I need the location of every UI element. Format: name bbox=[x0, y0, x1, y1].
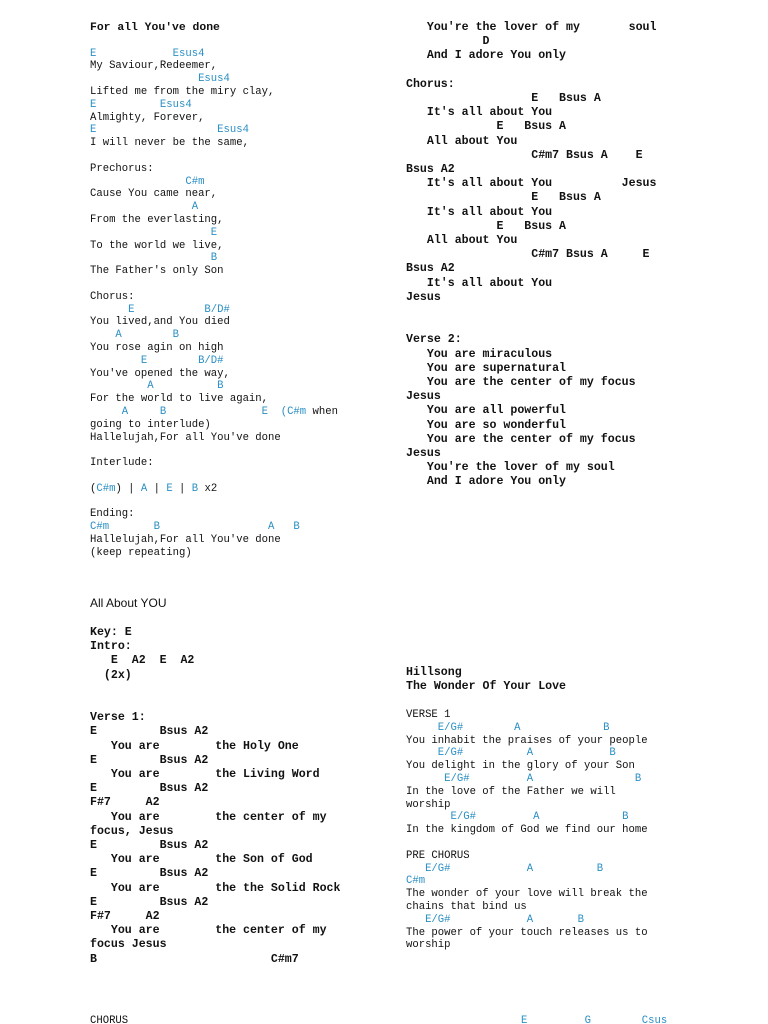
chord-line: E Bsus A2 bbox=[90, 782, 209, 796]
lyric-line: You're the lover of my soul bbox=[406, 461, 615, 475]
lyric-line: For the world to live again, bbox=[90, 393, 269, 406]
lyric-line: (keep repeating) bbox=[90, 546, 192, 559]
lyric-line: Jesus bbox=[406, 290, 441, 304]
chord-line: A B E ( bbox=[90, 405, 288, 418]
lyric-line: All about You bbox=[406, 234, 518, 248]
song-title: For all You've done bbox=[90, 22, 220, 34]
chord-line: E Bsus A bbox=[406, 191, 601, 205]
chord-line: E/G# A B bbox=[406, 811, 629, 824]
chord-line: B C#m7 bbox=[90, 952, 299, 966]
song-all-about-you-continued bbox=[406, 21, 656, 490]
chord-line: E/G# A B bbox=[406, 862, 604, 875]
lyric-fragment: when bbox=[306, 405, 338, 418]
lyric-line: The wonder of your love will break the bbox=[406, 888, 648, 901]
lyric-line: chains that bind us bbox=[406, 900, 527, 913]
section-label-intro: Intro: bbox=[90, 640, 132, 654]
lyric-line: In the kingdom of God we find our home bbox=[406, 824, 648, 837]
chord-line: E Bsus A bbox=[406, 219, 567, 233]
lyric-line: You are the center of my bbox=[90, 924, 327, 938]
chord-line: E Bsus A2 bbox=[90, 895, 209, 909]
section-label-chorus: Chorus: bbox=[90, 290, 135, 303]
chord-line: C#m bbox=[406, 875, 426, 888]
lyric-line: The power of your touch releases us to bbox=[406, 926, 648, 939]
chord-line: E Bsus A bbox=[406, 120, 567, 134]
lyric-line: In the love of the Father we will bbox=[406, 785, 616, 798]
chord-line: E Bsus A bbox=[406, 92, 601, 105]
chord-line: E/G# A B bbox=[406, 747, 616, 760]
chord-line: C#m B A B bbox=[90, 521, 300, 534]
lyric-line: focus Jesus bbox=[90, 938, 167, 952]
chord-line: E Bsus A2 bbox=[90, 839, 209, 853]
lyric-line: You rose agin on high bbox=[90, 341, 224, 354]
lyric-line: I will never be the same, bbox=[90, 137, 249, 150]
chord-line: E Bsus A2 bbox=[90, 725, 209, 739]
chord-line: E bbox=[90, 226, 218, 239]
lyric-line: From the everlasting, bbox=[90, 213, 224, 226]
lyric-line: The Father's only Son bbox=[90, 265, 224, 278]
section-label-ending: Ending: bbox=[90, 508, 135, 521]
lyric-line: You are the center of my focus bbox=[406, 376, 636, 390]
key-line: Key: E bbox=[90, 626, 132, 639]
chord-line: C#m bbox=[90, 175, 205, 188]
chord-name: B bbox=[191, 482, 199, 495]
lyric-line: Almighty, Forever, bbox=[90, 111, 205, 124]
chord-line: A B bbox=[90, 329, 180, 342]
lyric-line: You are the center of my bbox=[90, 810, 327, 824]
lyric-line: My Saviour,Redeemer, bbox=[90, 60, 218, 73]
chord-line: E Bsus A2 bbox=[90, 867, 209, 881]
chord-line: E/G# A B bbox=[406, 913, 585, 926]
chord-line: B bbox=[90, 252, 218, 265]
chord-line: E Esus4 bbox=[90, 47, 205, 60]
lyric-line: Hallelujah,For all You've done bbox=[90, 431, 281, 444]
lyric-line: worship bbox=[406, 939, 451, 952]
section-label-interlude: Interlude: bbox=[90, 457, 154, 470]
separator: | bbox=[172, 482, 192, 495]
artist-name: Hillsong bbox=[406, 666, 462, 679]
lyric-line: And I adore You only bbox=[406, 49, 567, 63]
section-label-chorus: Chorus: bbox=[406, 77, 455, 91]
repeat-mark: x2 bbox=[198, 482, 218, 495]
lyric-line: Hallelujah,For all You've done bbox=[90, 533, 281, 546]
lyric-line: All about You bbox=[406, 134, 518, 148]
lyric-line: worship bbox=[406, 798, 451, 811]
chord-line-bottom: E G Csus bbox=[521, 1015, 668, 1024]
chord-line: A B bbox=[90, 380, 224, 393]
lyric-line: And I adore You only bbox=[406, 475, 567, 489]
lyric-line: It's all about You bbox=[406, 276, 553, 290]
chord-line: Bsus A2 bbox=[406, 163, 455, 177]
lyric-line: It's all about You bbox=[406, 205, 553, 219]
lyric-line: You are miraculous bbox=[406, 347, 553, 361]
chord-name: A bbox=[140, 482, 148, 495]
lyric-line: focus, Jesus bbox=[90, 824, 174, 838]
chord-line: E/G# A B bbox=[406, 721, 610, 734]
lyric-line: You are the Holy One bbox=[90, 739, 299, 753]
section-label-verse-1: Verse 1: bbox=[90, 711, 146, 725]
section-label-verse-2: Verse 2: bbox=[406, 333, 462, 347]
chord-line: C#m7 Bsus A E bbox=[406, 148, 643, 162]
lyric-line: You delight in the glory of your Son bbox=[406, 760, 635, 773]
lyric-line: Lifted me from the miry clay, bbox=[90, 85, 275, 98]
chord-line: F#7 A2 bbox=[90, 796, 160, 810]
lyric-line: It's all about You bbox=[406, 106, 553, 120]
song-title: The Wonder Of Your Love bbox=[406, 680, 567, 694]
chord-name: C#m bbox=[96, 482, 116, 495]
chord-line: Bsus A2 bbox=[406, 262, 455, 276]
song-the-wonder-of-your-love bbox=[406, 709, 648, 952]
chord-line: E Bsus A2 bbox=[90, 753, 209, 767]
section-label-prechorus: Prechorus: bbox=[90, 162, 154, 175]
chord-line: A bbox=[90, 201, 199, 214]
chord-line: E Esus4 bbox=[90, 98, 192, 111]
song-all-about-you bbox=[90, 626, 340, 967]
lyric-line: Jesus bbox=[406, 447, 441, 461]
chord-line: F#7 A2 bbox=[90, 910, 160, 924]
separator: | bbox=[147, 482, 167, 495]
lyric-line: You are the center of my focus bbox=[406, 432, 636, 446]
lyric-line: You are all powerful bbox=[406, 404, 567, 418]
lyric-line: You are the Living Word bbox=[90, 768, 320, 781]
chord-line: D bbox=[406, 35, 490, 49]
chord-line: E B/D# bbox=[90, 303, 230, 316]
lyric-line: Jesus bbox=[406, 390, 441, 404]
lyric-line: going to interlude) bbox=[90, 418, 211, 431]
chord-name: E bbox=[166, 482, 173, 495]
section-label-chorus-bottom: CHORUS bbox=[90, 1015, 129, 1024]
chord-name: C#m bbox=[287, 405, 307, 418]
repeat-mark: (2x) bbox=[90, 668, 132, 682]
chord-line: C#m7 Bsus A E bbox=[406, 248, 650, 262]
chord-line: Esus4 bbox=[90, 73, 230, 86]
song-heading: All About YOU bbox=[90, 596, 167, 610]
punctuation: ( bbox=[90, 482, 97, 495]
lyric-line: You lived,and You died bbox=[90, 316, 230, 329]
lyric-line: You're the lover of my soul bbox=[406, 21, 657, 34]
chord-line: E Esus4 bbox=[90, 124, 249, 137]
lyric-line: You are so wonderful bbox=[406, 418, 567, 432]
song-wonder-title-block bbox=[406, 666, 566, 694]
section-label-pre-chorus: PRE CHORUS bbox=[406, 849, 470, 862]
chord-line: E/G# A B bbox=[406, 772, 642, 785]
chord-line: E A2 E A2 bbox=[90, 654, 195, 668]
chord-line: E B/D# bbox=[90, 354, 224, 367]
separator: ) | bbox=[115, 482, 141, 495]
lyric-line: You've opened the way, bbox=[90, 367, 230, 380]
lyric-line: It's all about You Jesus bbox=[406, 177, 657, 191]
lyric-line: You inhabit the praises of your people bbox=[406, 734, 648, 747]
lyric-line: You are supernatural bbox=[406, 361, 567, 375]
lyric-line: You are the the Solid Rock bbox=[90, 881, 341, 895]
lyric-line: You are the Son of God bbox=[90, 853, 313, 867]
section-label-verse-1: VERSE 1 bbox=[406, 709, 451, 721]
song-for-all-youve-done bbox=[90, 22, 338, 559]
lyric-line: Cause You came near, bbox=[90, 188, 218, 201]
lyric-line: To the world we live, bbox=[90, 239, 224, 252]
